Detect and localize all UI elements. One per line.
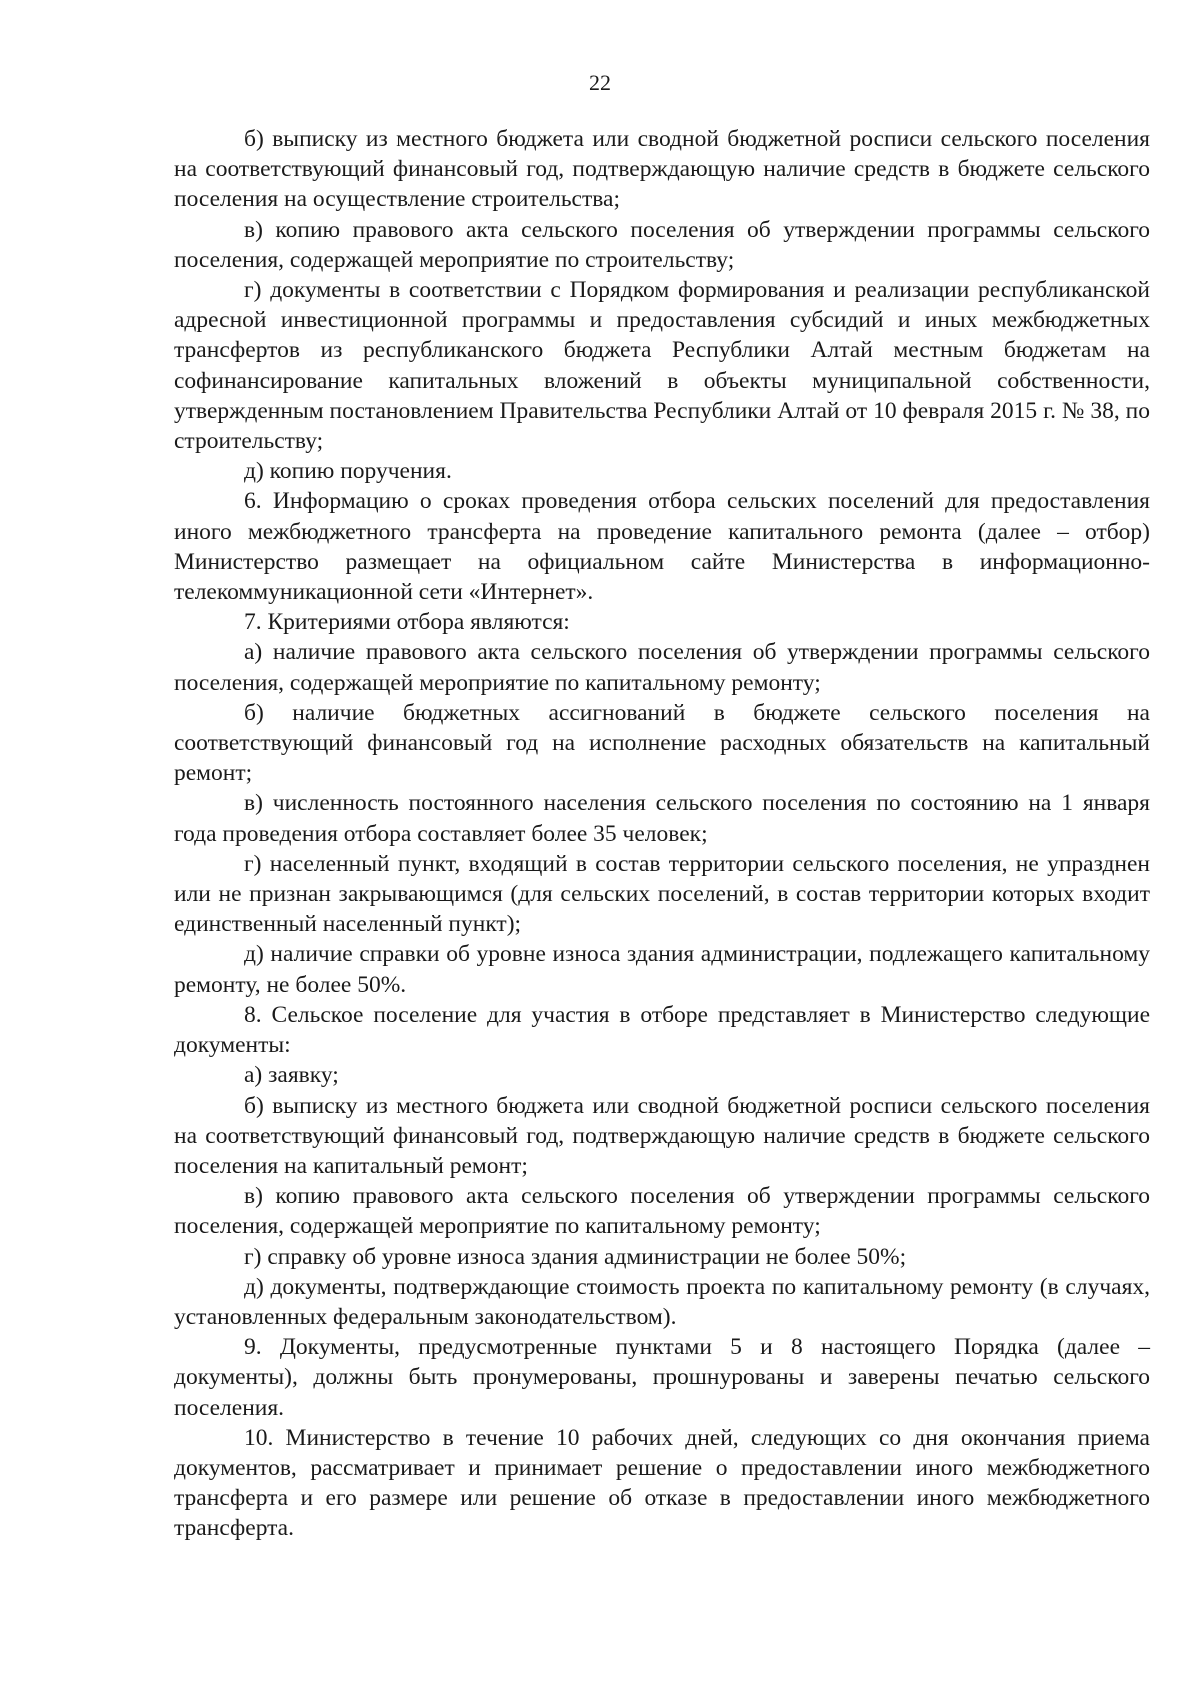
paragraph-5b: б) выписку из местного бюджета или сводной бюджетной росписи сельского поселения на соответствующий финансовый год, подтверждающую наличие средств в бюджете сельского поселения на осуществление строительства; [174,126,1150,213]
paragraph-8g: г) справку об уровне износа здания администрации не более 50%; [244,1243,907,1270]
paragraph-5g: г) документы в соответствии с Порядком формирования и реализации республиканской адресной инвестиционной программы и предоставления субсидий и иных межбюджетных трансфертов из республиканского бюджета Республики Алтай местным бюджетам на софинансирование капитальных вложений в объекты муниципальной собственности, утвержденным постановлением Правительства Республики Алтай от 10 февраля 2015 г. № 38, по строительству; [174,277,1150,455]
document-body [174,124,1150,1544]
paragraph-8: 8. Сельское поселение для участия в отборе представляет в Министерство следующие документы: [174,1001,1150,1059]
paragraph-7g: г) населенный пункт, входящий в состав территории сельского поселения, не упразднен или не признан закрывающимся (для сельских поселений, в состав территории которых входит единственный населенный пункт); [174,850,1150,938]
paragraph-8a: а) заявку; [244,1062,339,1089]
paragraph-8v: в) копию правового акта сельского поселения об утверждении программы сельского поселения, содержащей мероприятие по капитальному ремонту; [174,1183,1150,1240]
paragraph-5v: в) копию правового акта сельского поселения об утверждении программы сельского поселения, содержащей мероприятие по строительству; [174,216,1150,273]
paragraph-8d: д) документы, подтверждающие стоимость проекта по капитальному ремонту (в случаях, установленных федеральным законодательством). [174,1273,1150,1330]
paragraph-7d: д) наличие справки об уровне износа здания администрации, подлежащего капитальному ремонту, не более 50%. [174,941,1150,998]
paragraph-10: 10. Министерство в течение 10 рабочих дней, следующих со дня окончания приема документов, рассматривает и принимает решение о предоставлении иного межбюджетного трансферта и его размере или решение об отказе в предоставлении иного межбюджетного трансферта. [174,1424,1150,1542]
paragraph-8b: б) выписку из местного бюджета или сводной бюджетной росписи сельского поселения на соответствующий финансовый год, подтверждающую наличие средств в бюджете сельского поселения на капитальный ремонт; [174,1092,1150,1179]
paragraph-7a: а) наличие правового акта сельского поселения об утверждении программы сельского поселения, содержащей мероприятие по капитальному ремонту; [174,639,1150,696]
page-number: 22 [589,70,611,95]
paragraph-7v: в) численность постоянного населения сельского поселения по состоянию на 1 января года проведения отбора составляет более 35 человек; [174,790,1150,847]
paragraph-7: 7. Критериями отбора являются: [244,609,570,636]
paragraph-9: 9. Документы, предусмотренные пунктами 5 и 8 настоящего Порядка (далее – документы), должны быть пронумерованы, прошнурованы и заверены печатью сельского поселения. [174,1334,1150,1421]
paragraph-6: 6. Информацию о сроках проведения отбора сельских поселений для предоставления иного межбюджетного трансферта на проведение капитального ремонта (далее – отбор) Министерство размещает на официальном сайте Министерства в информационно-телекоммуникационной сети «Интернет». [174,488,1150,606]
paragraph-5d: д) копию поручения. [244,458,452,485]
paragraph-7b: б) наличие бюджетных ассигнований в бюджете сельского поселения на соответствующий финансовый год на исполнение расходных обязательств на капитальный ремонт; [174,699,1150,787]
